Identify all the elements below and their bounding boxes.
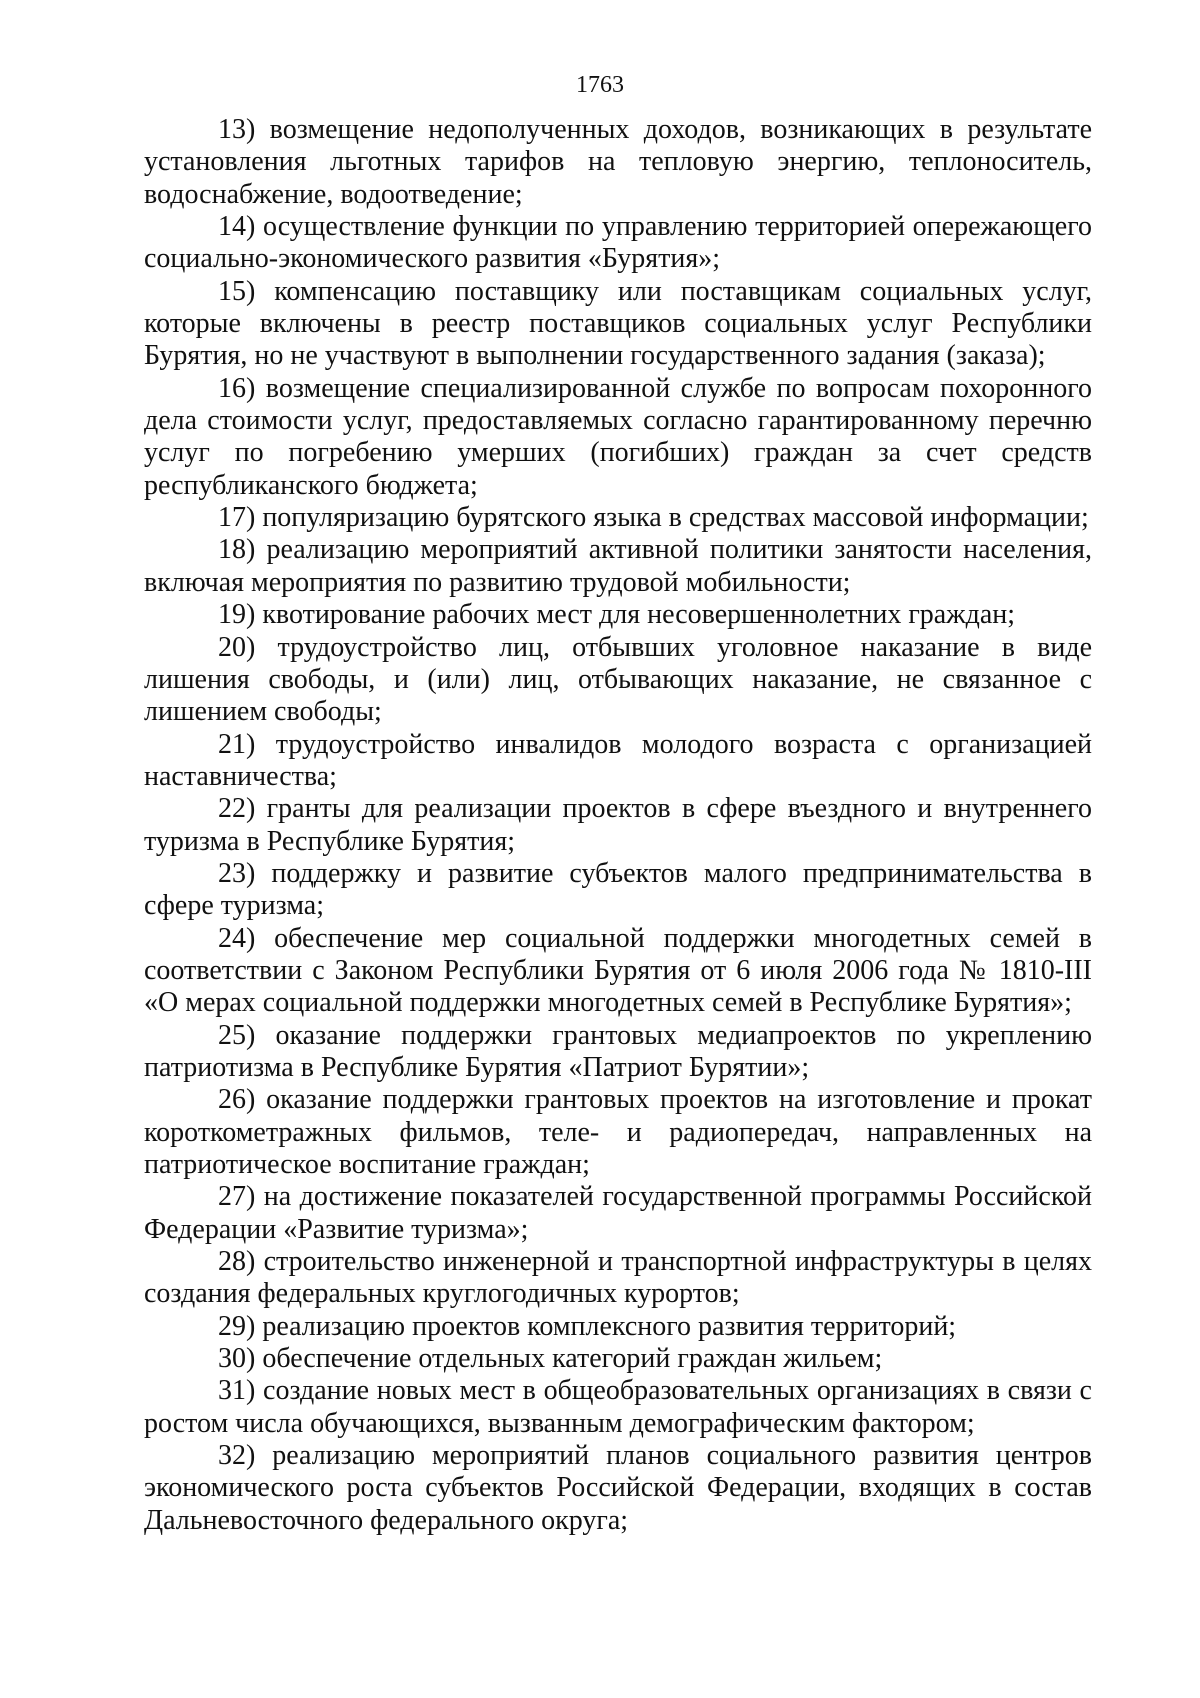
list-item-19: 19) квотирование рабочих мест для несовершеннолетних граждан;	[218, 599, 1016, 631]
list-item-24: 24) обеспечение мер социальной поддержки многодетных семей в соответствии с Законом Республики Бурятия от 6 июля 2006 года № 1810-III «О мерах социальной поддержки многодетных семей в Республике Бурятия»;	[144, 922, 1092, 1019]
list-item-31: 31) создание новых мест в общеобразовательных организациях в связи с ростом числа обучающихся, вызванным демографическим фактором;	[144, 1375, 1092, 1439]
list-item-29: 29) реализацию проектов комплексного развития территорий;	[218, 1310, 957, 1342]
list-item-23: 23) поддержку и развитие субъектов малого предпринимательства в сфере туризма;	[144, 857, 1092, 922]
list-item-22: 22) гранты для реализации проектов в сфере въездного и внутреннего туризма в Республике Бурятия;	[144, 793, 1092, 857]
list-item-14: 14) осуществление функции по управлению территорией опережающего социально-экономического развития «Бурятия»;	[144, 211, 1092, 275]
list-item-30: 30) обеспечение отдельных категорий граждан жильем;	[218, 1343, 883, 1375]
list-item-17: 17) популяризацию бурятского языка в средствах массовой информации;	[218, 502, 1089, 534]
list-item-26: 26) оказание поддержки грантовых проектов на изготовление и прокат короткометражных фильмов, теле- и радиопередач, направленных на патриотическое воспитание граждан;	[144, 1084, 1092, 1180]
list-item-16: 16) возмещение специализированной службе по вопросам похоронного дела стоимости услуг, предоставляемых согласно гарантированному перечню услуг по погребению умерших (погибших) граждан за счет средств республиканского бюджета;	[144, 372, 1092, 501]
list-item-21: 21) трудоустройство инвалидов молодого возраста с организацией наставничества;	[144, 728, 1092, 792]
list-item-15: 15) компенсацию поставщику или поставщикам социальных услуг, которые включены в реестр поставщиков социальных услуг Республики Бурятия, но не участвуют в выполнении государственного задания (заказа);	[144, 275, 1092, 372]
list-item-20: 20) трудоустройство лиц, отбывших уголовное наказание в виде лишения свободы, и (или) лиц, отбывающих наказание, не связанное с лишением свободы;	[144, 631, 1092, 728]
list-item-27: 27) на достижение показателей государственной программы Российской Федерации «Развитие туризма»;	[144, 1181, 1092, 1245]
list-item-28: 28) строительство инженерной и транспортной инфраструктуры в целях создания федеральных круглогодичных курортов;	[144, 1246, 1092, 1310]
list-item-25: 25) оказание поддержки грантовых медиапроектов по укреплению патриотизма в Республике Бурятия «Патриот Бурятии»;	[144, 1019, 1092, 1083]
page-number: 1763	[576, 72, 624, 98]
list-item-13: 13) возмещение недополученных доходов, возникающих в результате установления льготных тарифов на тепловую энергию, теплоноситель, водоснабжение, водоотведение;	[144, 114, 1092, 210]
document-body	[144, 114, 1092, 1537]
list-item-32: 32) реализацию мероприятий планов социального развития центров экономического роста субъектов Российской Федерации, входящих в состав Дальневосточного федерального округа;	[144, 1440, 1092, 1536]
list-item-18: 18) реализацию мероприятий активной политики занятости населения, включая мероприятия по развитию трудовой мобильности;	[144, 534, 1092, 598]
